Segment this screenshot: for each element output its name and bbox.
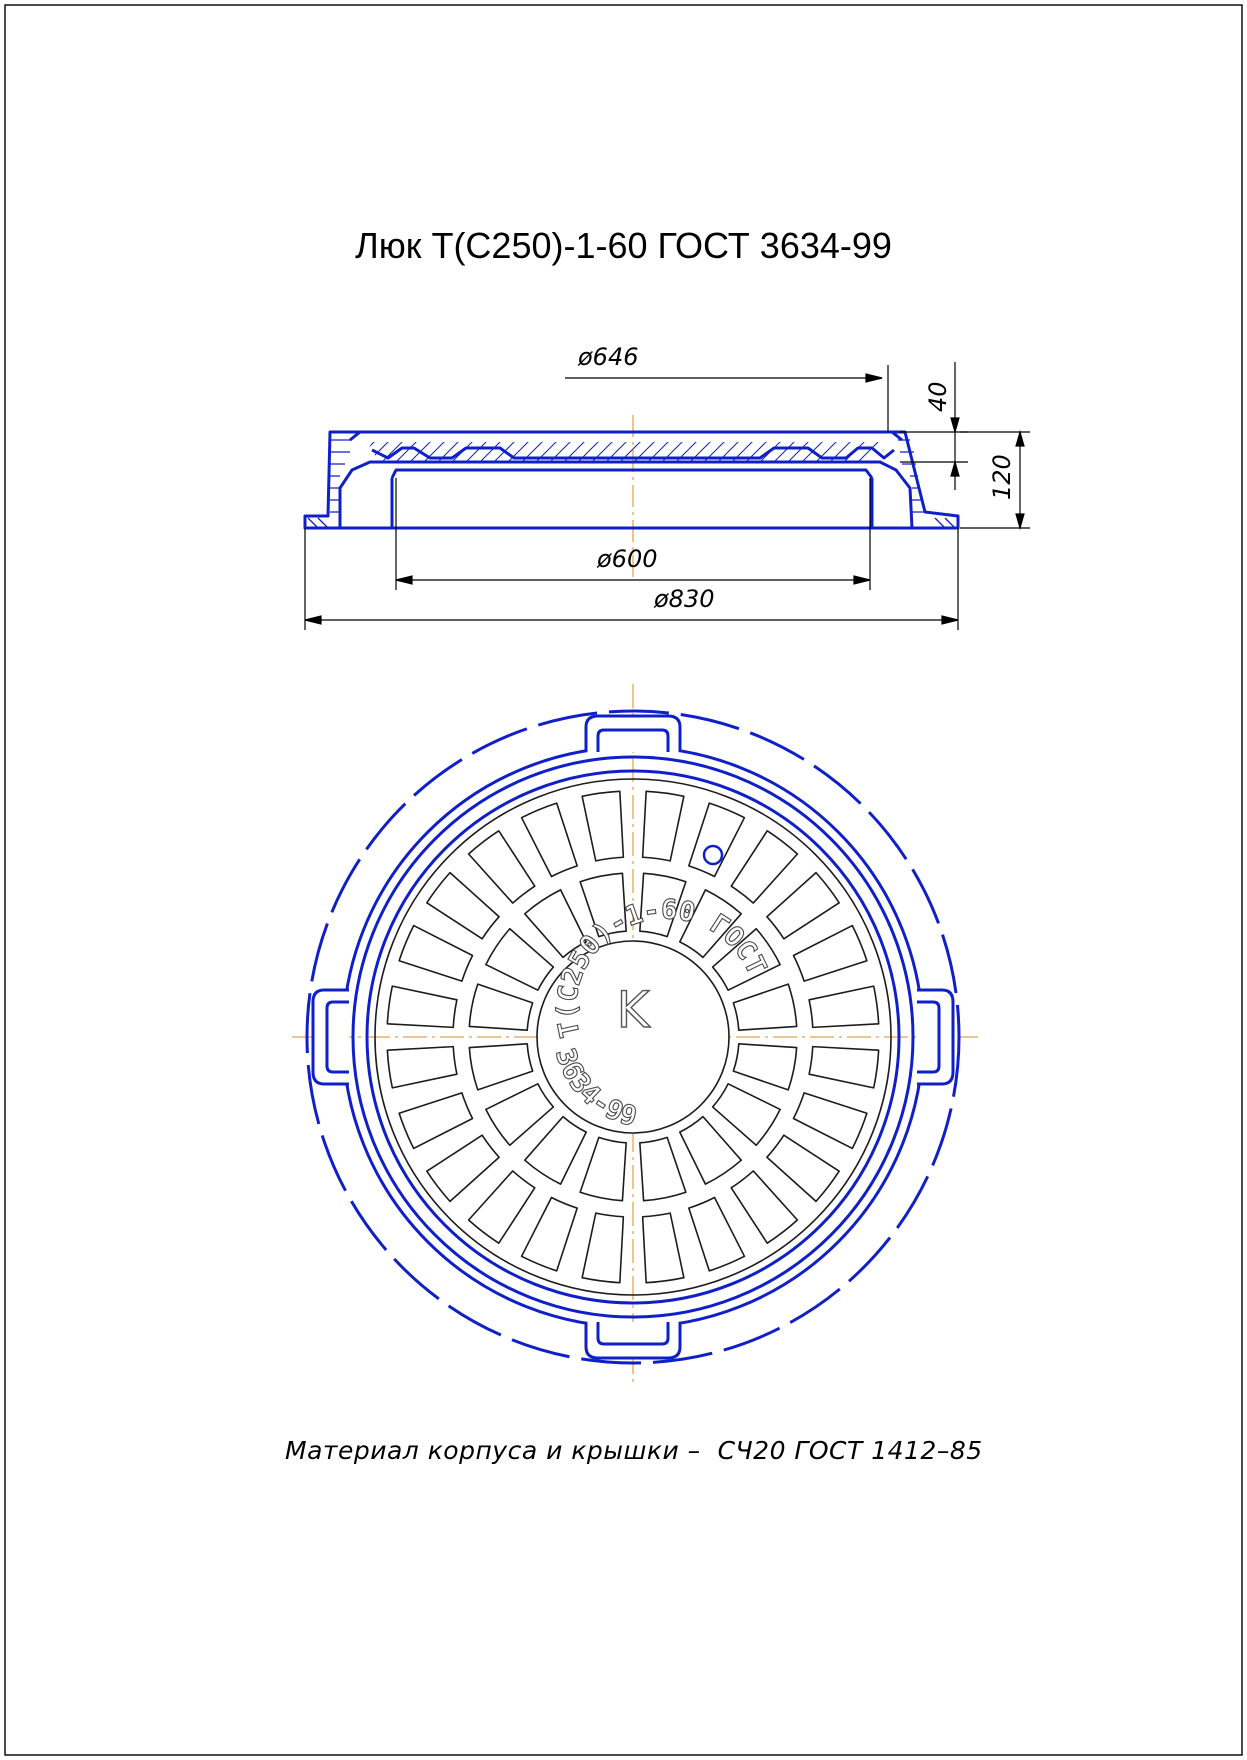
lid-cell bbox=[522, 1197, 578, 1270]
plan-view bbox=[292, 684, 978, 1384]
lid-cell bbox=[733, 984, 796, 1030]
hatch-line bbox=[480, 440, 502, 462]
lid-marking-top: Т(С250)-1-60 ГОСТ bbox=[551, 894, 773, 1041]
drawing-title: Люк Т(С250)-1-60 ГОСТ 3634-99 bbox=[355, 225, 892, 266]
hatch-line bbox=[914, 440, 936, 462]
material-note: Материал корпуса и крышки – СЧ20 ГОСТ 1412–85 bbox=[285, 1436, 983, 1465]
dim-h40: 40 bbox=[924, 381, 952, 412]
lid-cell bbox=[731, 1171, 797, 1243]
lid-cell bbox=[427, 873, 499, 939]
hatch-line bbox=[760, 440, 782, 462]
pick-hole bbox=[704, 846, 722, 864]
lid-cell bbox=[680, 1117, 741, 1185]
lid-cell bbox=[486, 1084, 554, 1145]
dim-d830: ø830 bbox=[654, 585, 715, 613]
hatch-line bbox=[788, 440, 810, 462]
lid-cell bbox=[582, 791, 623, 861]
lid-letter-k: K bbox=[616, 981, 650, 1039]
lid-cell bbox=[731, 831, 797, 903]
hatch-line bbox=[886, 440, 908, 462]
hatch-line bbox=[466, 440, 488, 462]
hatch-line bbox=[844, 440, 866, 462]
lid-cell bbox=[525, 890, 586, 958]
lid-cell bbox=[582, 1213, 623, 1283]
dim-h120: 120 bbox=[988, 454, 1016, 500]
lid-cell bbox=[793, 1093, 866, 1149]
dim-d600: ø600 bbox=[597, 545, 658, 573]
lid-cell bbox=[469, 984, 532, 1030]
lid-cell bbox=[640, 1137, 686, 1200]
lid-cell bbox=[689, 1197, 745, 1270]
lid-cell bbox=[427, 1135, 499, 1201]
lid-cell bbox=[713, 1084, 781, 1145]
dim-d646: ø646 bbox=[578, 343, 639, 371]
hatch-line bbox=[774, 440, 796, 462]
lid-cell bbox=[809, 986, 879, 1027]
lid-cell bbox=[689, 803, 745, 876]
lid-marking-bottom: 3634-99 bbox=[548, 1044, 640, 1133]
lid-cell bbox=[643, 1213, 684, 1283]
lid-cell bbox=[469, 1171, 535, 1243]
lid-cell bbox=[767, 1135, 839, 1201]
lid-cell bbox=[793, 926, 866, 982]
hatch-line bbox=[452, 440, 474, 462]
lid-cell bbox=[525, 1117, 586, 1185]
lid-cell bbox=[469, 831, 535, 903]
lid-cell bbox=[809, 1047, 879, 1088]
lid-cell bbox=[469, 1044, 532, 1090]
lid-cell bbox=[643, 791, 684, 861]
lid-cell bbox=[486, 929, 554, 990]
lid-cell bbox=[580, 1137, 626, 1200]
lid-cell bbox=[387, 1047, 457, 1088]
hatch-line bbox=[340, 440, 362, 462]
section-view bbox=[305, 343, 1030, 630]
lid-cell bbox=[387, 986, 457, 1027]
lid-cell bbox=[733, 1044, 796, 1090]
hatch-line bbox=[382, 440, 404, 462]
lid-cell bbox=[767, 873, 839, 939]
lid-cell bbox=[399, 1093, 472, 1149]
lid-cell bbox=[399, 926, 472, 982]
lid-cell bbox=[522, 803, 578, 876]
